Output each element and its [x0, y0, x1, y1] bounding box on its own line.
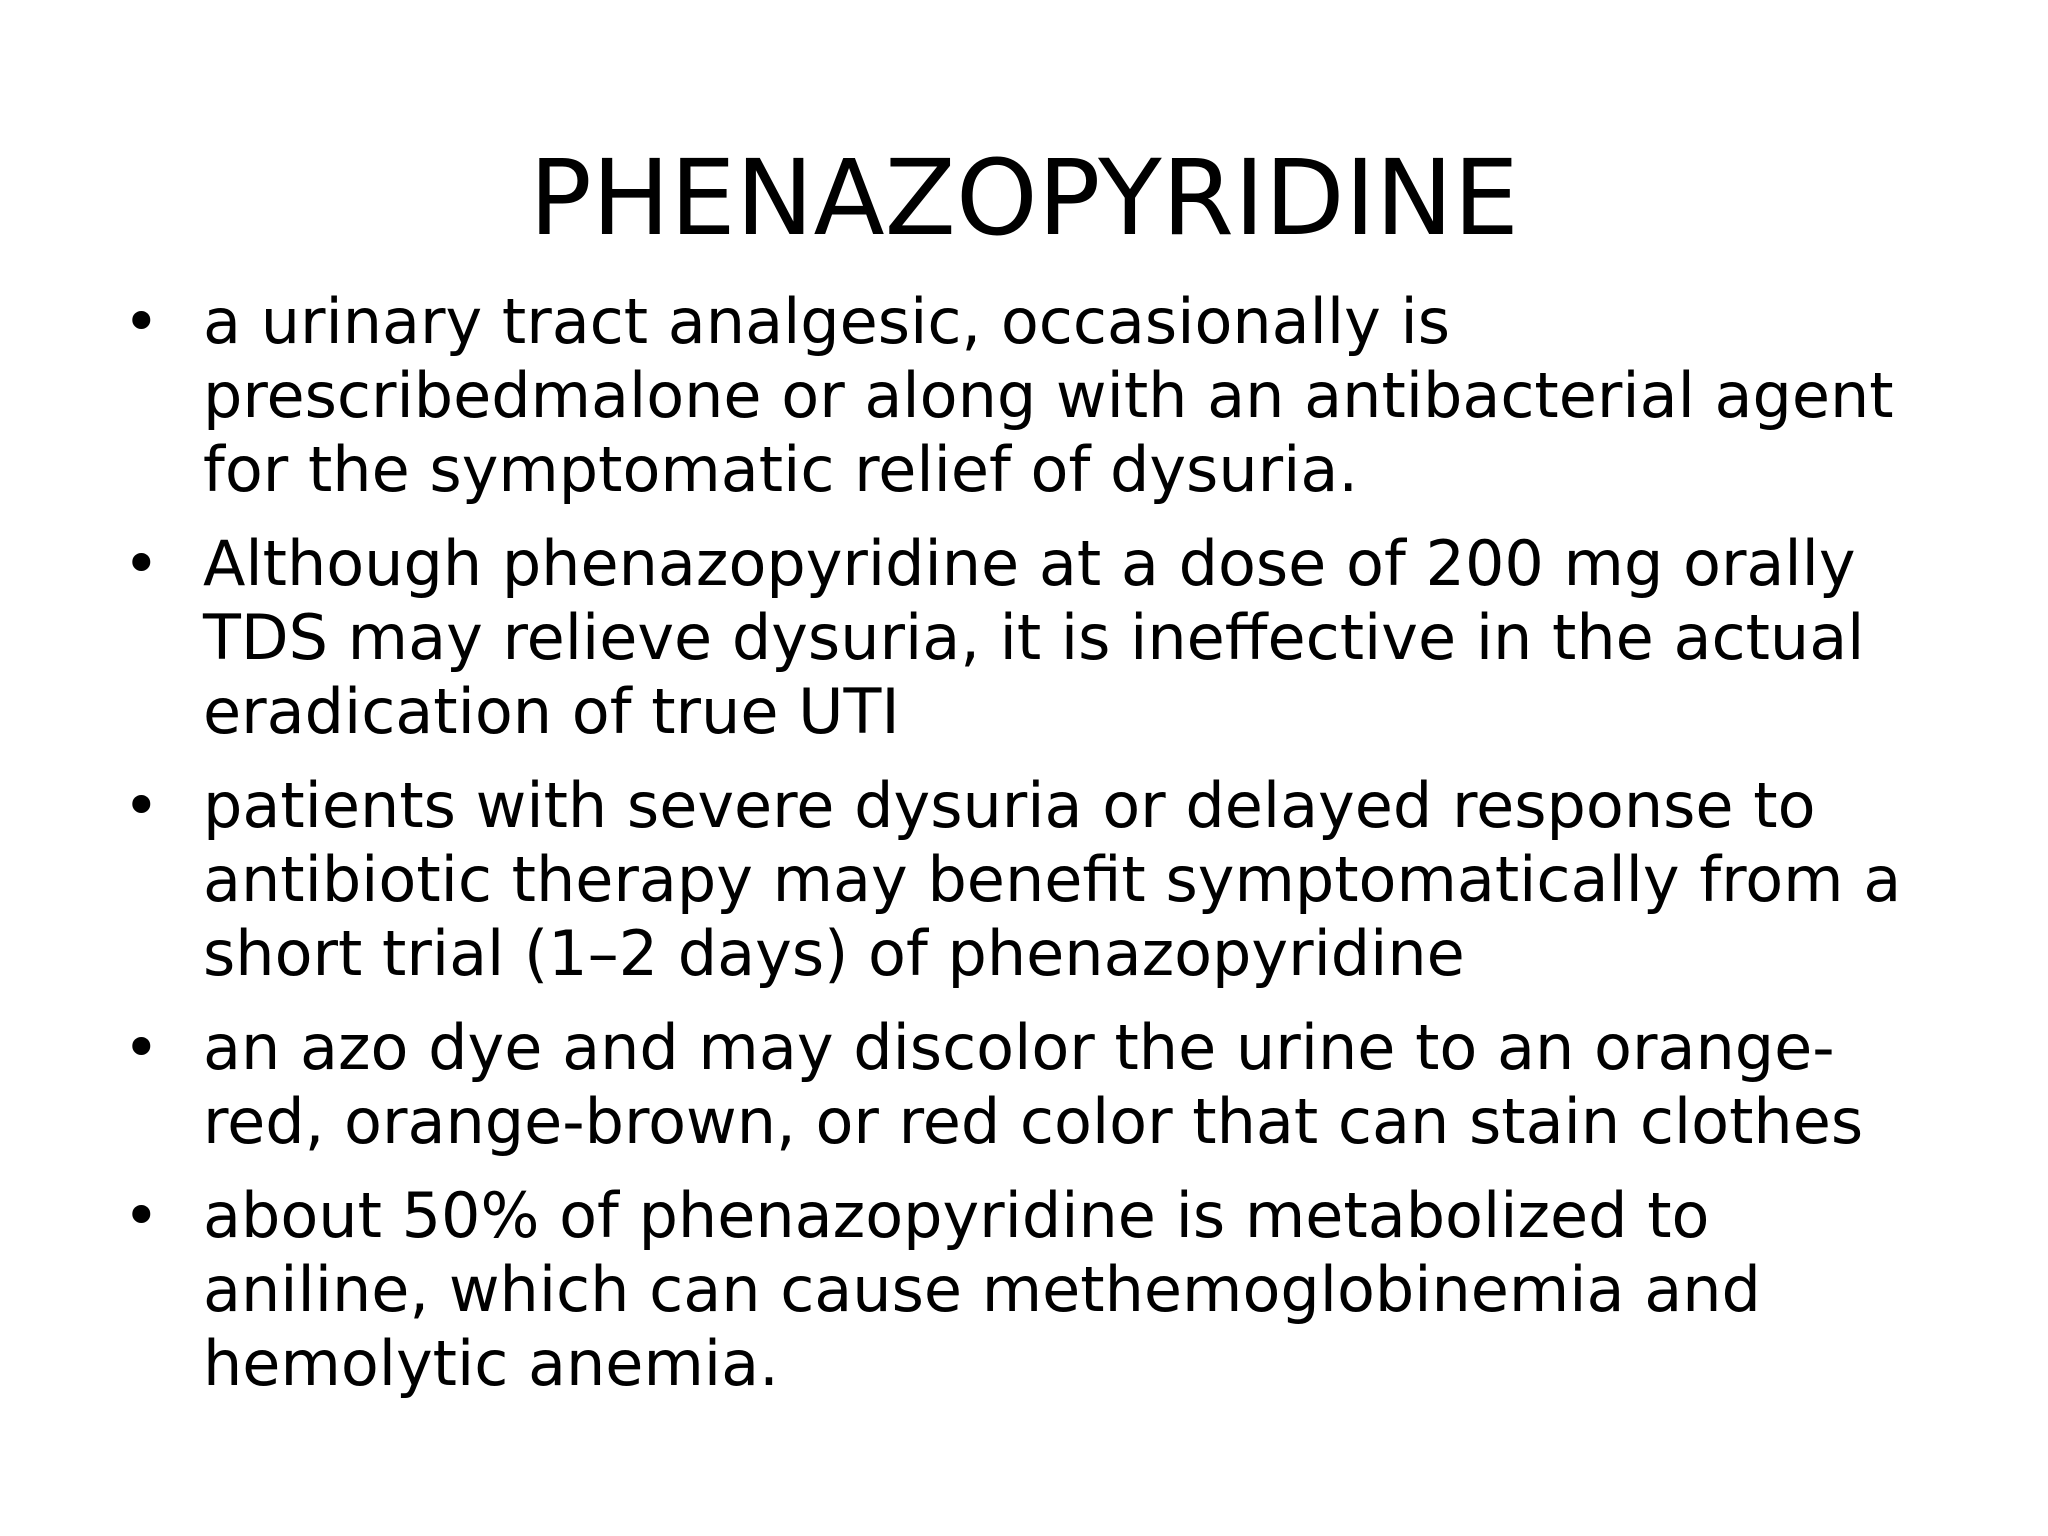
bullet-item-2 — [123, 527, 1953, 749]
bullet-text-4: an azo dye and may discolor the urine to an orange-red, orange-brown, or red color that can stain clothes — [203, 1011, 1864, 1158]
bullet-item-1 — [123, 285, 1953, 507]
bullet-text-1: a urinary tract analgesic, occasionally is prescribedmalone or along with an antibacterial agent for the symptomatic relief of dysuria. — [203, 285, 1894, 506]
bullet-item-4 — [123, 1011, 1953, 1159]
bullet-dot-icon: • — [123, 527, 160, 600]
bullet-dot-icon: • — [123, 769, 160, 842]
bullet-text-3: patients with severe dysuria or delayed response to antibiotic therapy may benefit symptomatically from a short trial (1–2 days) of phenazopyridine — [203, 769, 1902, 990]
bullet-text-5: about 50% of phenazopyridine is metabolized to aniline, which can cause methemoglobinemia and hemolytic anemia. — [203, 1179, 1761, 1400]
bullet-item-3 — [123, 769, 1953, 991]
bullet-dot-icon: • — [123, 285, 160, 358]
bullet-text-2: Although phenazopyridine at a dose of 200 mg orally TDS may relieve dysuria, it is ineffective in the actual eradication of true UTI — [203, 527, 1865, 748]
bullet-item-5 — [123, 1179, 1953, 1401]
bullet-list — [123, 285, 1953, 1421]
bullet-dot-icon: • — [123, 1011, 160, 1084]
slide-title: PHENAZOPYRIDINE — [529, 137, 1519, 259]
bullet-dot-icon: • — [123, 1179, 160, 1252]
